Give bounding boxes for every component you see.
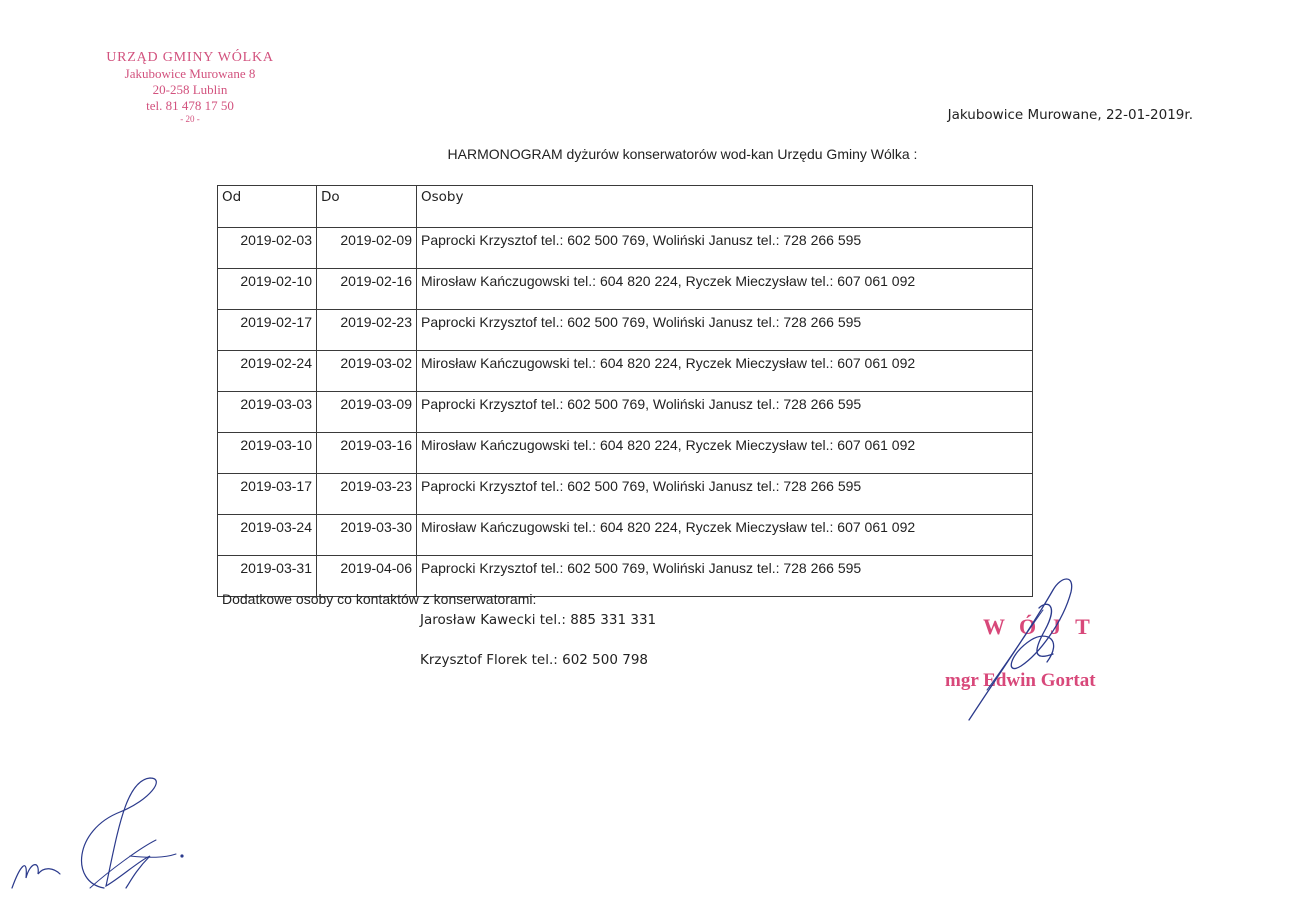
header-to: Do bbox=[317, 186, 417, 228]
document-title: HARMONOGRAM dyżurów konserwatorów wod-kan Urzędu Gminy Wólka : bbox=[447, 146, 918, 162]
additional-contact: Krzysztof Florek tel.: 602 500 798 bbox=[420, 652, 649, 668]
table-row bbox=[218, 474, 1033, 515]
additional-contacts-heading: Dodatkowe osoby co kontaktów z konserwatorami: bbox=[222, 591, 537, 607]
cell-to: 2019-03-02 bbox=[317, 351, 417, 392]
cell-to: 2019-03-30 bbox=[317, 515, 417, 556]
mayor-name-stamp: mgr Edwin Gortat bbox=[945, 670, 1096, 691]
duty-schedule-table bbox=[217, 185, 1033, 597]
cell-from: 2019-03-03 bbox=[218, 392, 317, 433]
cell-to: 2019-02-23 bbox=[317, 310, 417, 351]
cell-from: 2019-02-24 bbox=[218, 351, 317, 392]
cell-persons: Paprocki Krzysztof tel.: 602 500 769, Woliński Janusz tel.: 728 266 595 bbox=[417, 310, 1033, 351]
cell-to: 2019-02-09 bbox=[317, 228, 417, 269]
table-row bbox=[218, 433, 1033, 474]
stamp-street: Jakubowice Murowane 8 bbox=[124, 66, 256, 81]
mayor-signature-block bbox=[935, 570, 1135, 730]
cell-from: 2019-02-17 bbox=[218, 310, 317, 351]
cell-persons: Paprocki Krzysztof tel.: 602 500 769, Woliński Janusz tel.: 728 266 595 bbox=[417, 392, 1033, 433]
table-row bbox=[218, 228, 1033, 269]
cell-to: 2019-04-06 bbox=[317, 556, 417, 597]
cell-to: 2019-03-09 bbox=[317, 392, 417, 433]
table-row bbox=[218, 351, 1033, 392]
stamp-office-name: URZĄD GMINY WÓLKA bbox=[106, 50, 274, 65]
table-row bbox=[218, 310, 1033, 351]
cell-persons: Mirosław Kańczugowski tel.: 604 820 224, Ryczek Mieczysław tel.: 607 061 092 bbox=[417, 515, 1033, 556]
place-date: Jakubowice Murowane, 22-01-2019r. bbox=[947, 107, 1193, 123]
table-row bbox=[218, 392, 1033, 433]
handwritten-signature-icon bbox=[935, 570, 1135, 730]
mayor-title-stamp: WÓJT bbox=[983, 614, 1104, 639]
cell-from: 2019-03-24 bbox=[218, 515, 317, 556]
cell-from: 2019-03-31 bbox=[218, 556, 317, 597]
office-stamp bbox=[92, 50, 288, 124]
table-header-row bbox=[218, 186, 1033, 228]
initials-signature-icon bbox=[0, 770, 200, 900]
cell-from: 2019-02-10 bbox=[218, 269, 317, 310]
table-row bbox=[218, 515, 1033, 556]
header-persons: Osoby bbox=[417, 186, 1033, 228]
cell-persons: Mirosław Kańczugowski tel.: 604 820 224, Ryczek Mieczysław tel.: 607 061 092 bbox=[417, 433, 1033, 474]
stamp-phone: tel. 81 478 17 50 bbox=[146, 98, 234, 113]
table-row bbox=[218, 269, 1033, 310]
cell-from: 2019-02-03 bbox=[218, 228, 317, 269]
cell-from: 2019-03-10 bbox=[218, 433, 317, 474]
header-from: Od bbox=[218, 186, 317, 228]
cell-persons: Paprocki Krzysztof tel.: 602 500 769, Woliński Janusz tel.: 728 266 595 bbox=[417, 474, 1033, 515]
cell-persons: Paprocki Krzysztof tel.: 602 500 769, Woliński Janusz tel.: 728 266 595 bbox=[417, 556, 1033, 597]
additional-contact: Jarosław Kawecki tel.: 885 331 331 bbox=[420, 612, 657, 628]
stamp-postal: 20-258 Lublin bbox=[152, 82, 228, 97]
cell-persons: Mirosław Kańczugowski tel.: 604 820 224, Ryczek Mieczysław tel.: 607 061 092 bbox=[417, 351, 1033, 392]
cell-to: 2019-02-16 bbox=[317, 269, 417, 310]
cell-persons: Paprocki Krzysztof tel.: 602 500 769, Woliński Janusz tel.: 728 266 595 bbox=[417, 228, 1033, 269]
cell-to: 2019-03-16 bbox=[317, 433, 417, 474]
stamp-code: - 20 - bbox=[180, 114, 200, 124]
cell-from: 2019-03-17 bbox=[218, 474, 317, 515]
cell-to: 2019-03-23 bbox=[317, 474, 417, 515]
cell-persons: Mirosław Kańczugowski tel.: 604 820 224, Ryczek Mieczysław tel.: 607 061 092 bbox=[417, 269, 1033, 310]
